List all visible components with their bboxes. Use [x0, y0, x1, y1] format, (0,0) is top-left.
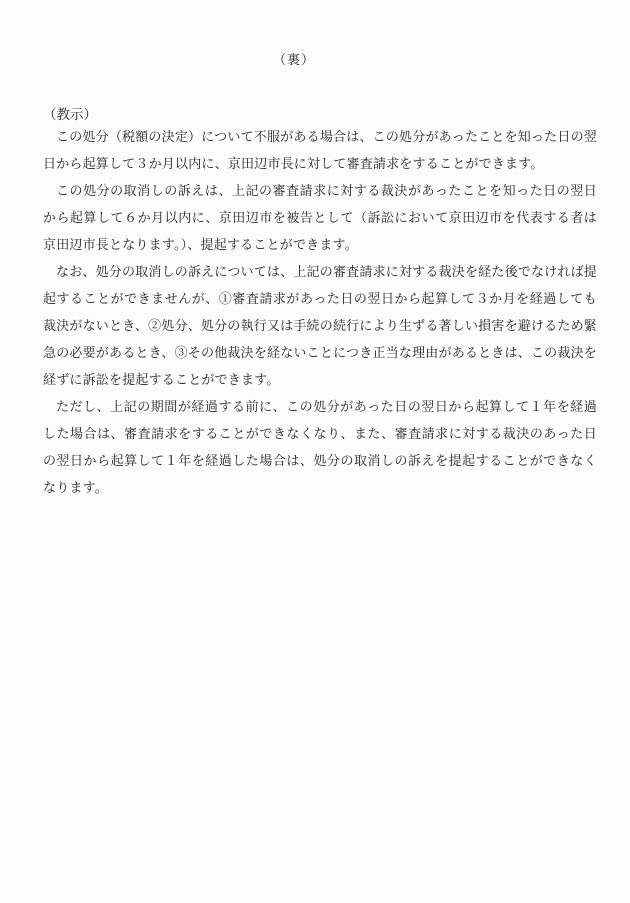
page-side-label: （裏）	[272, 53, 315, 68]
instruction-text-block	[43, 124, 597, 502]
paragraph-exceptions: なお、処分の取消しの訴えについては、上記の審査請求に対する裁決を経た後でなければ提起することができませんが、①審査請求があった日の翌日から起算して３か月を経過しても裁決がないとき、②処分、処分の執行又は手続の続行により生ずる著しい損害を避けるため緊急の必要があるとき、③その他裁決を経ないことにつき正当な理由があるときは、この裁決を経ずに訴訟を提起することができます。	[43, 265, 597, 388]
paragraph-revocation-suit: この処分の取消しの訴えは、上記の審査請求に対する裁決があったことを知った日の翌日から起算して６か月以内に、京田辺市を被告として（訴訟において京田辺市を代表する者は京田辺市長となります。）、提起することができます。	[43, 184, 597, 253]
paragraph-time-limits: ただし、上記の期間が経過する前に、この処分があった日の翌日から起算して１年を経過した場合は、審査請求をすることができなくなり、また、審査請求に対する裁決のあった日の翌日から起算して１年を経過した場合は、処分の取消しの訴えを提起することができなくなります。	[43, 400, 597, 496]
paragraph-appeal-request: この処分（税額の決定）について不服がある場合は、この処分があったことを知った日の翌日から起算して３か月以内に、京田辺市長に対して審査請求をすることができます。	[43, 130, 597, 172]
section-label-kyoji: （教示）	[43, 107, 97, 123]
